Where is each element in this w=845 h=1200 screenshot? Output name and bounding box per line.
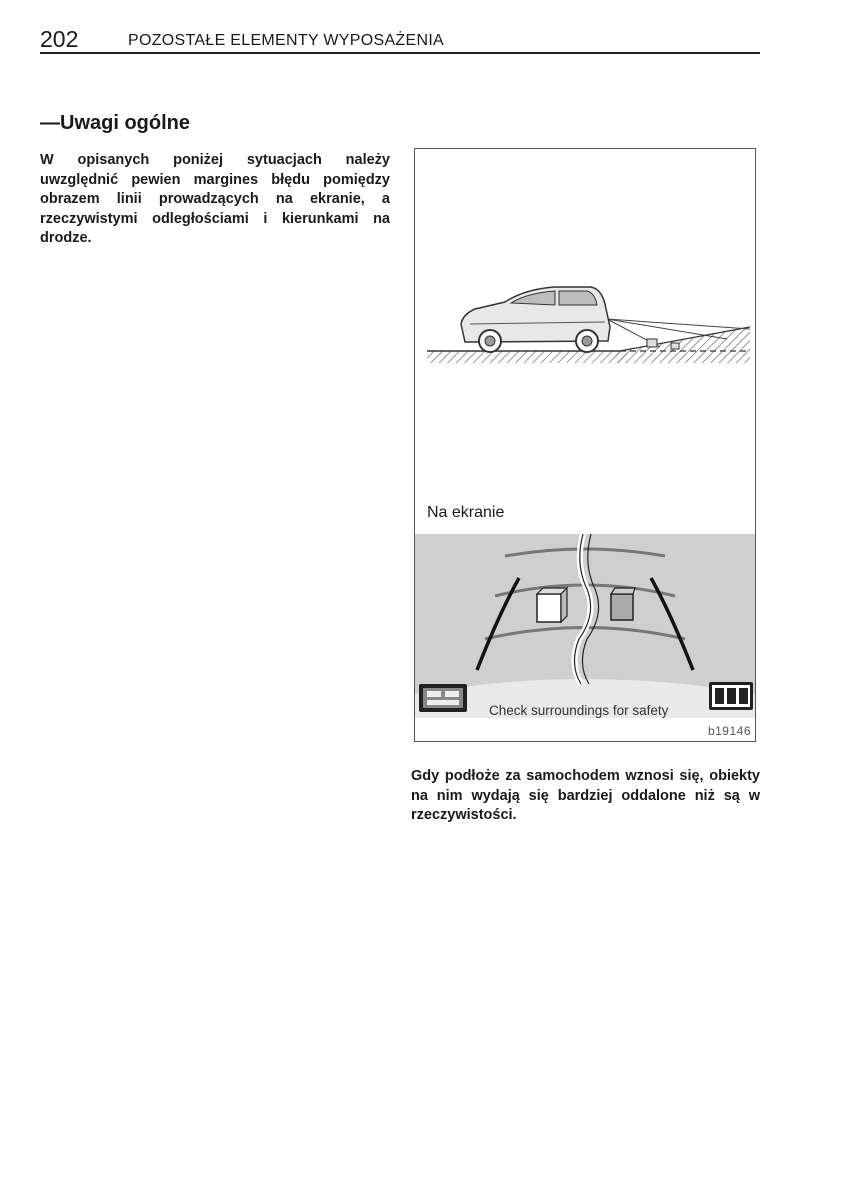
figure-id: b19146 [707, 724, 751, 738]
guide-toggle-icon [419, 684, 467, 712]
sensor-display-icon [709, 682, 753, 710]
car-slope-illustration [415, 149, 755, 409]
camera-figure [414, 148, 756, 742]
chapter-title: POZOSTAŁE ELEMENTY WYPOSAŻENIA [128, 32, 445, 49]
camera-screen [415, 534, 755, 718]
page-header [40, 24, 760, 54]
section-title: —Uwagi ogólne [40, 112, 190, 134]
screen-message: Check surroundings for safety [489, 703, 669, 718]
page-number: 202 [40, 26, 79, 52]
guide-lines-view [415, 534, 755, 718]
figure-caption: Gdy podłoże za samochodem wznosi się, obiekty na nim wydają się bardziej oddalone niż są w rzeczywistości. [411, 768, 760, 823]
screen-label: Na ekranie [427, 504, 505, 521]
intro-paragraph: W opisanych poniżej sytuacjach należy uwzględnić pewien margines błędu pomiędzy obrazem linii prowadzących na ekranie, a rzeczywistymi odległościami i kierunkami na drodze. [40, 152, 390, 246]
